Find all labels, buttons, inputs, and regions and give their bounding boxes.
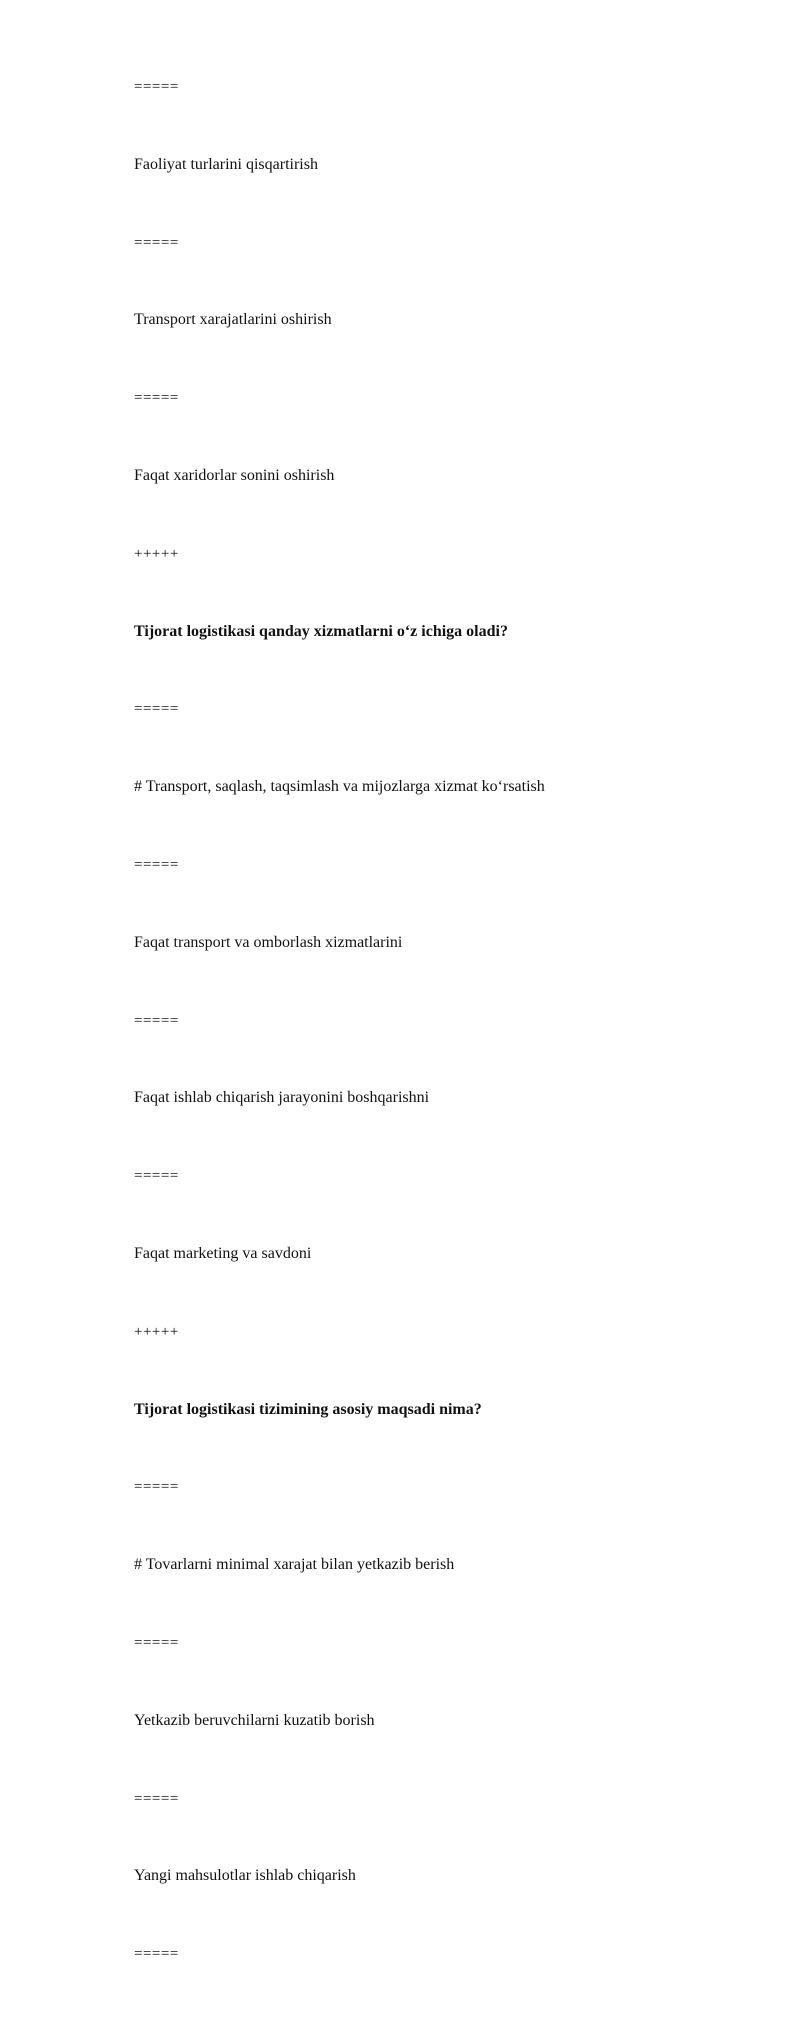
separator-plus: +++++ (134, 1323, 179, 1340)
question-text: Tijorat logistikasi qanday xizmatlarni o‘z ichiga oladi? (134, 622, 508, 640)
separator-equals: ===== (134, 1790, 179, 1807)
answer-option: Faqat transport va omborlash xizmatlarini (134, 933, 403, 951)
correct-answer-option: # Transport, saqlash, taqsimlash va mijozlarga xizmat ko‘rsatish (134, 778, 545, 796)
correct-answer-option: # Tovarlarni minimal xarajat bilan yetkazib berish (134, 1556, 455, 1574)
answer-option: Yangi mahsulotlar ishlab chiqarish (134, 1867, 356, 1885)
answer-option: Faoliyat turlarini qisqartirish (134, 155, 318, 173)
answer-option: Faqat xaridorlar sonini oshirish (134, 466, 335, 484)
answer-option: Faqat ishlab chiqarish jarayonini boshqarishni (134, 1089, 430, 1107)
separator-equals: ===== (134, 856, 179, 873)
separator-plus: +++++ (134, 545, 179, 562)
separator-equals: ===== (134, 701, 179, 718)
separator-equals: ===== (134, 1168, 179, 1185)
separator-equals: ===== (134, 1479, 179, 1496)
separator-equals: ===== (134, 1946, 179, 1963)
separator-equals: ===== (134, 390, 179, 407)
separator-equals: ===== (134, 79, 179, 95)
separator-equals: ===== (134, 234, 179, 251)
question-text: Tijorat logistikasi tizimining asosiy maqsadi nima? (134, 1400, 482, 1418)
document-content (134, 74, 734, 2019)
answer-option: Faqat marketing va savdoni (134, 1244, 312, 1262)
separator-equals: ===== (134, 1012, 179, 1029)
answer-option: Transport xarajatlarini oshirish (134, 311, 332, 329)
separator-equals: ===== (134, 1634, 179, 1651)
answer-option: Yetkazib beruvchilarni kuzatib borish (134, 1711, 375, 1729)
